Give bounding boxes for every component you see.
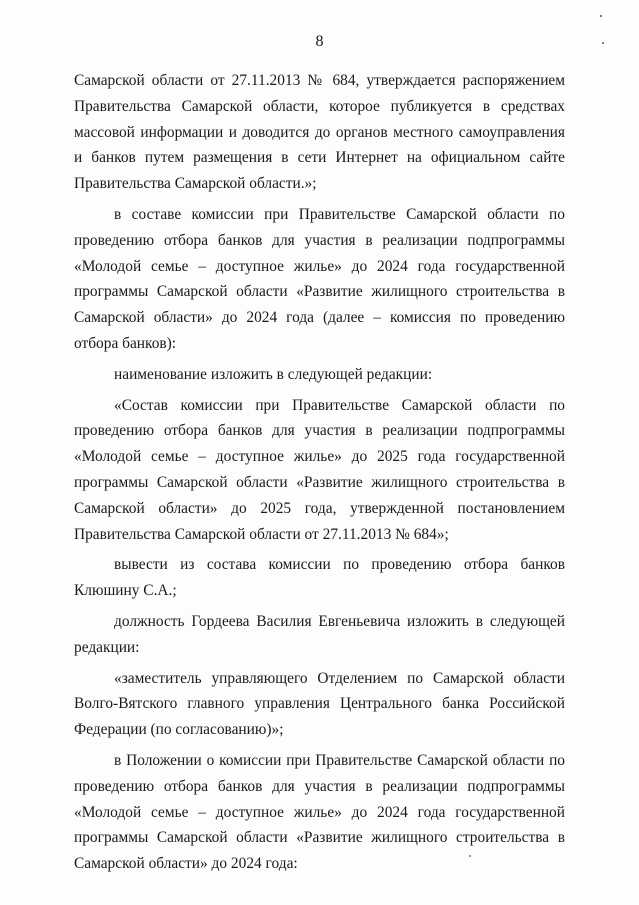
paragraph-remove-member: вывести из состава комиссии по проведению отбора банков Клюшину С.А.; — [74, 556, 565, 600]
paragraph-regulation: в Положении о комиссии при Правительстве Самарской области по проведению отбора банков для участия в реализации подпрограммы «Молодой семье – доступное жилье» до 2024 года государственной программы Самарской области «Развитие жилищного строительства в Самарской области» до 2024 года: — [74, 751, 565, 873]
paragraph-continuation: Самарской области от 27.11.2013 № 684, утверждается распоряжением Правительства Самарской области, которое публикуется в средствах массовой информации и доводится до органов местного самоуправления и банков путем размещения в сети Интернет на официальном сайте Правительства Самарской области.»; — [74, 72, 565, 193]
paragraph-position-change: должность Гордеева Василия Евгеньевича изложить в следующей редакции: — [74, 612, 565, 656]
paragraph-new-title: «Состав комиссии при Правительстве Самарской области по проведению отбора банков для участия в реализации подпрограммы «Молодой семье – доступное жилье» до 2025 года государственной программы Самарской области «Развитие жилищного строительства в Самарской области» до 2025 года, утвержденной постановлением Правительства Самарской области от 27.11.2013 № 684»; — [74, 396, 565, 543]
paragraph-commission-composition: в составе комиссии при Правительстве Самарской области по проведению отбора банков для участия в реализации подпрограммы «Молодой семье – доступное жилье» до 2024 года государственной программы Самарской области «Развитие жилищного строительства в Самарской области» до 2024 года (далее – комиссия по проведению отбора банков): — [74, 205, 565, 352]
page-number: 8 — [315, 33, 324, 50]
scan-speck — [600, 15, 602, 17]
paragraph-new-position: «заместитель управляющего Отделением по Самарской области Волго-Вятского главного управления Центрального банка Российской Федерации (по согласованию)»; — [74, 669, 565, 739]
paragraph-name-change: наименование изложить в следующей редакции: — [114, 365, 433, 383]
document-body — [74, 68, 565, 877]
